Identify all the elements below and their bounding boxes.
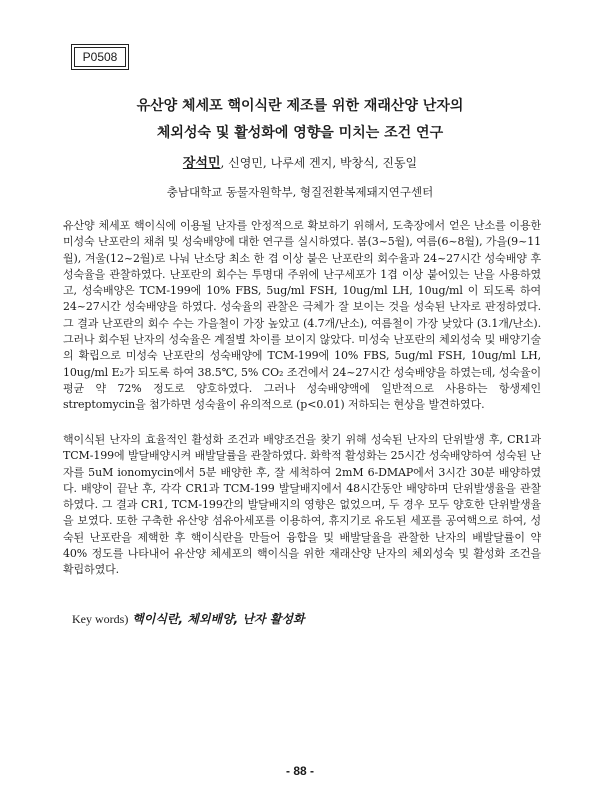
keywords-terms: 핵이식란, 체외배양, 난자 활성화 — [132, 612, 305, 626]
keywords-label: Key words) — [72, 612, 129, 626]
author-list — [0, 152, 600, 171]
keywords — [72, 610, 305, 627]
affiliation: 충남대학교 동물자원학부, 형질전환복제돼지연구센터 — [166, 185, 434, 199]
abstract-code-box — [74, 47, 126, 67]
title-line-2: 체외성숙 및 활성화에 영향을 미치는 조건 연구 — [156, 125, 444, 141]
title-line-1: 유산양 체세포 핵이식란 제조를 위한 재래산양 난자의 — [136, 98, 464, 114]
abstract-paragraph-2: 핵이식된 난자의 효율적인 활성화 조건과 배양조건을 찾기 위해 성숙된 난자의 단위발생 후, CR1과 TCM-199에 발달배양시켜 배발달률을 관찰하였다. 화학적 활성화는 25시간 성숙배양하여 성숙된 난자를 5uM ionomycin에서 5분 배양한 후, 잘 세척하여 2mM 6-DMAP에서 3시간 30분 배양하였다. 배양이 끝난 후, 각각 CR1과 TCM-199 발달배지에서 48시간동안 배양하며 단위발생율을 관찰하였다. 그 결과 CR1, TCM-199간의 발달배지의 영향은 없었으며, 두 경우 모두 양호한 단위발생율을 보였다. 또한 구축한 유산양 섬유아세포를 이용하여, 휴지기로 유도된 세포를 공여핵으로 하여, 성숙된 난포란을 제핵한 후 핵이식란을 만들어 융합을 및 배발달율을 관찰한 난자의 배발달률이 약 40% 정도를 나타내어 유산양 체세포의 핵이식을 위한 재래산양 난자의 체외성숙 및 활성화 조건을 확립하였다. — [63, 433, 541, 577]
co-authors: , 신영민, 나루세 겐지, 박창식, 진동일 — [220, 156, 418, 170]
page-number: - 88 - — [285, 764, 314, 778]
abstract-paragraph-1: 유산양 체세포 핵이식에 이용될 난자를 안정적으로 확보하기 위해서, 도축장에서 얻은 난소를 이용한 미성숙 난포란의 채취 및 성숙배양에 대한 연구를 실시하였다. 봄(3~5월), 여름(6~8월), 가을(9~11월), 겨울(12~2월)로 나눠 난소당 최소 한 겹 이상 붙은 난포란의 회수율과 24~27시간 성숙배양 후 성숙율을 관찰하였다. 난포란의 회수는 투명대 주위에 난구세포가 1겹 이상 붙어있는 난을 사용하였고, 성숙배양은 TCM-199에 10% FBS, 5ug/ml FSH, 10ug/ml LH, 10ug/ml 이 되도록 하여 24~27시간 성숙배양을 하였다. 성숙율의 관찰은 극체가 잘 보이는 것을 성숙된 난자로 판정하였다. 그 결과 난포란의 회수 수는 가을철이 가장 높았고 (4.7개/난소), 여름철이 가장 낮았다 (3.1개/난소). 그러나 회수된 난자의 성숙율은 계절별 차이를 보이지 않았다. 미성숙 난포란의 체외성숙 및 배양기술의 확립으로 미성숙 난포란의 성숙배양에 TCM-199에 10% FBS, 5ug/ml FSH, 10ug/ml LH, 10ug/ml E₂가 되도록 하여 38.5℃, 5% CO₂ 조건에서 24~27시간 성숙배양을 하였는데, 성숙율이 평균 약 72% 정도로 양호하였다. 그러나 성숙배양액에 일반적으로 사용하는 항생제인 streptomycin을 첨가하면 성숙율이 유의적으로 (p<0.01) 저하되는 현상을 발견하였다. — [63, 219, 541, 412]
presenting-author: 장석민 — [182, 156, 221, 171]
abstract-code: P0508 — [82, 50, 118, 64]
